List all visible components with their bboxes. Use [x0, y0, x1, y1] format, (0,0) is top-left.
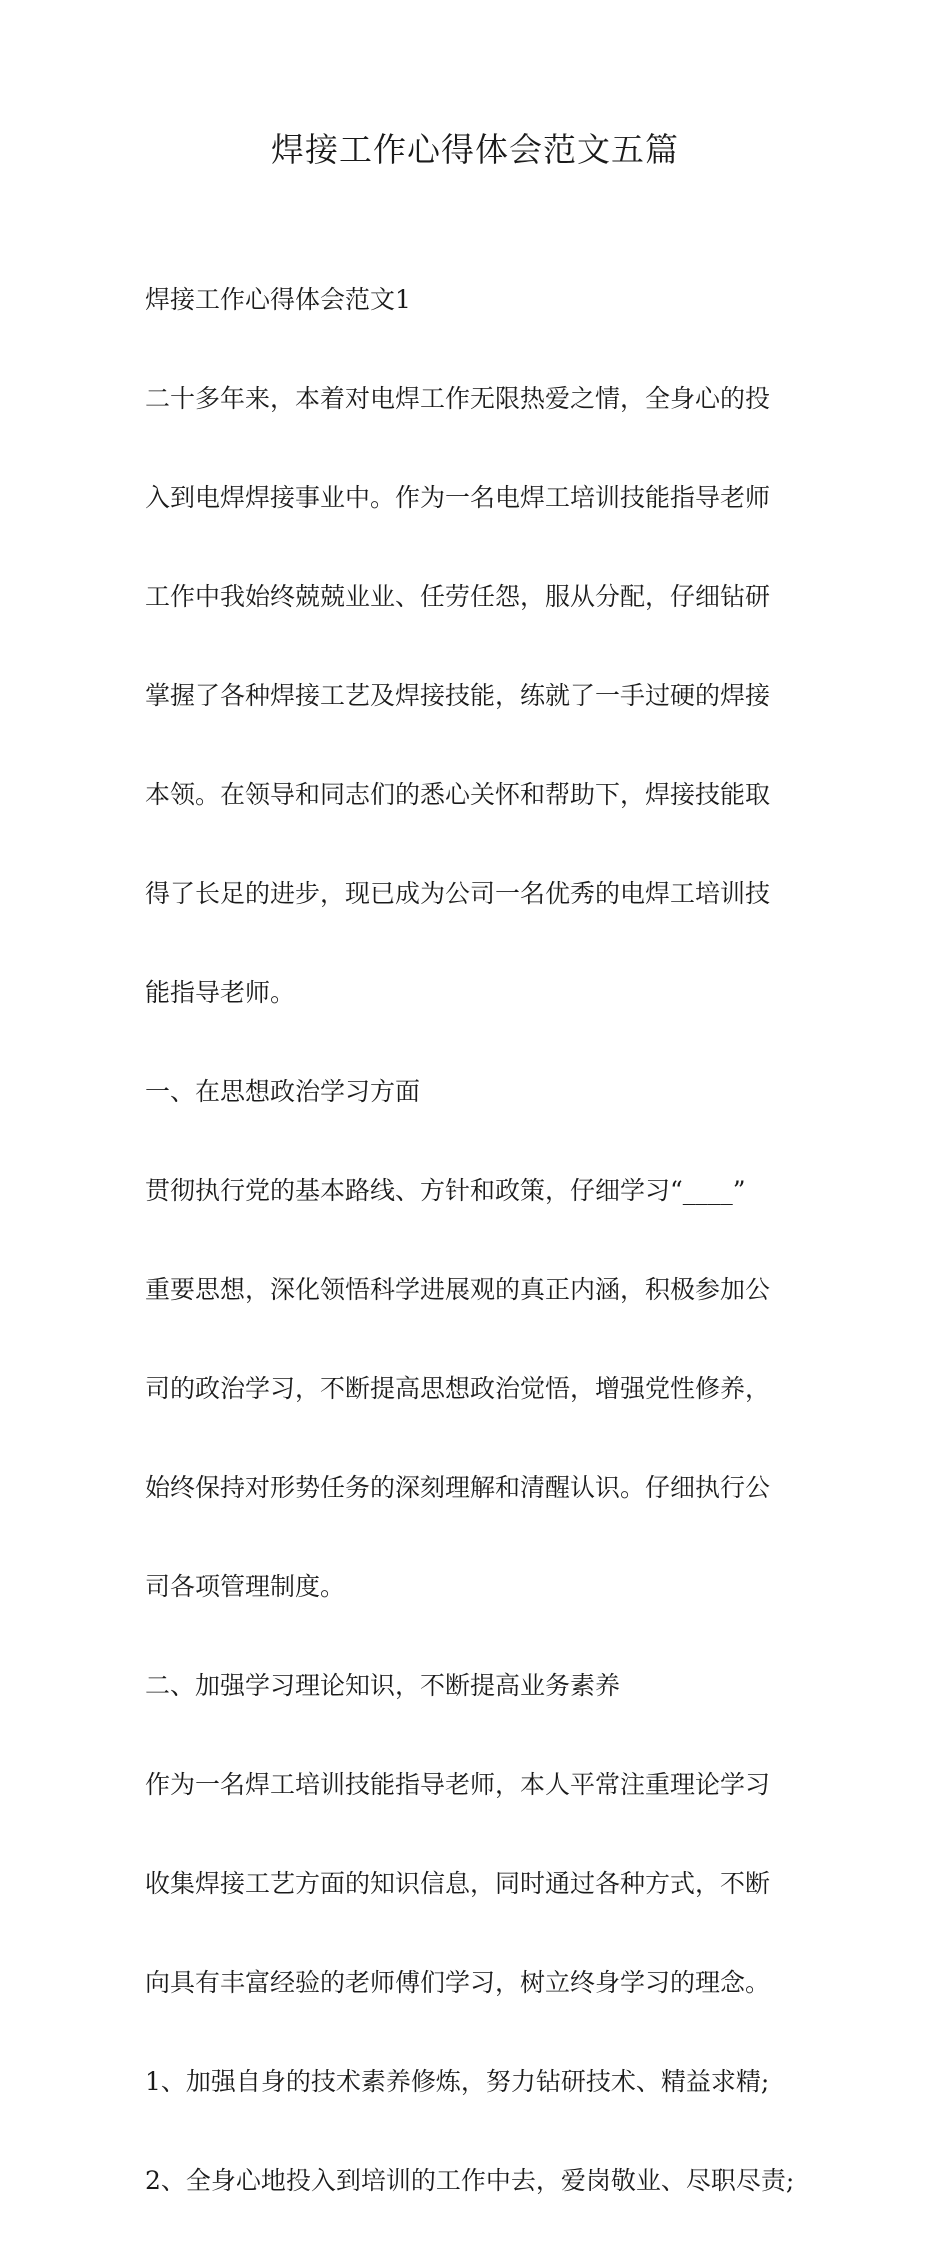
subheading-politics: 一、在思想政治学习方面 — [145, 1076, 421, 1106]
list-item: 1、加强自身的技术素养修炼，努力钻研技术、精益求精; — [145, 2066, 770, 2096]
paragraph-line: 二十多年来，本着对电焊工作无限热爱之情，全身心的投 — [145, 383, 771, 413]
paragraph-line: 收集焊接工艺方面的知识信息，同时通过各种方式，不断 — [145, 1868, 771, 1898]
paragraph-line: 工作中我始终兢兢业业、任劳任怨，服从分配，仔细钻研 — [145, 581, 771, 611]
paragraph-line: 能指导老师。 — [145, 977, 296, 1007]
paragraph-line: 司的政治学习，不断提高思想政治觉悟，增强党性修养， — [145, 1373, 771, 1403]
paragraph-line: 本领。在领导和同志们的悉心关怀和帮助下，焊接技能取 — [145, 779, 771, 809]
paragraph-line: 入到电焊焊接事业中。作为一名电焊工培训技能指导老师 — [145, 482, 771, 512]
document-body — [145, 225, 813, 2255]
document-title: 焊接工作心得体会范文五篇 — [271, 130, 679, 169]
paragraph-line: 司各项管理制度。 — [145, 1571, 346, 1601]
paragraph-line: 得了长足的进步，现已成为公司一名优秀的电焊工培训技 — [145, 878, 771, 908]
paragraph-line: 掌握了各种焊接工艺及焊接技能，练就了一手过硬的焊接 — [145, 680, 771, 710]
paragraph-line: 向具有丰富经验的老师傅们学习，树立终身学习的理念。 — [145, 1967, 771, 1997]
list-item: 2、全身心地投入到培训的工作中去，爱岗敬业、尽职尽责; — [145, 2165, 795, 2195]
section-heading-1: 焊接工作心得体会范文1 — [145, 284, 411, 314]
paragraph-line: 贯彻执行党的基本路线、方针和政策，仔细学习“____” — [145, 1175, 746, 1205]
paragraph-line: 作为一名焊工培训技能指导老师，本人平常注重理论学习 — [145, 1769, 771, 1799]
paragraph-line: 重要思想，深化领悟科学进展观的真正内涵，积极参加公 — [145, 1274, 771, 1304]
subheading-theory: 二、加强学习理论知识，不断提高业务素养 — [145, 1670, 621, 1700]
paragraph-line: 始终保持对形势任务的深刻理解和清醒认识。仔细执行公 — [145, 1472, 771, 1502]
